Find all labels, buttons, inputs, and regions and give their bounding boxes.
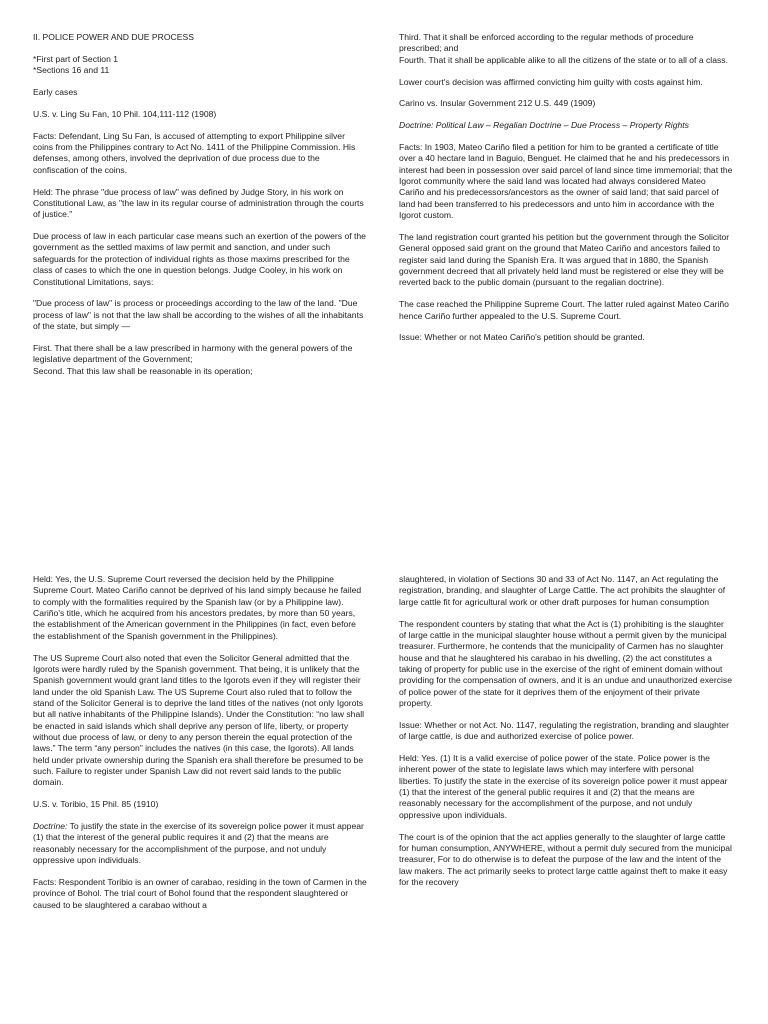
first-requirement: First. That there shall be a law prescribed in harmony with the general powers of the legislative department of the Government; [33, 342, 353, 365]
page2-right-column [399, 574, 733, 899]
note-first-part: *First part of Section 1 [33, 53, 119, 64]
page1-left-column [33, 32, 367, 387]
solicitor-paragraph: The US Supreme Court also noted that even the Solicitor General admitted that the Igorots were hardly ruled by the Spanish government. That being, it is unlikely that the Spanish government would grant land titles to the Igorots even if they will register their land under the old Spanish Law. The US Supreme Court also ruled that to follow the stand of the Solicitor General is to deprive the land titles of the natives (not only Igorots but all native inhabitants of the Philippine Islands). Under the Constitution: “no law shall be enacted in said islands which shall deprive any person of life, liberty, or property without due process of law, or deny to any person therein the equal protection of the laws.” The term “any person” includes the natives (in this case, the Igorots). All lands held under private ownership during the Spanish era shall therefore be presumed to be such. Failure to register under Spanish Law did not revert said lands to the public domain. [33, 652, 365, 788]
issue-paragraph: Issue: Whether or not Mateo Cariño's petition should be granted. [399, 332, 645, 343]
fourth-requirement: Fourth. That it shall be applicable alike to all the citizens of the state or to all of a class. [399, 54, 728, 65]
case-title: U.S. v. Toribio, 15 Phil. 85 (1910) [33, 799, 159, 810]
third-requirement: Third. That it shall be enforced according to the regular methods of procedure prescribed; and [399, 32, 694, 54]
lower-court-paragraph: Lower court's decision was affirmed convicting him guilty with costs against him. [399, 76, 703, 87]
held-paragraph: Held: The phrase "due process of law" was defined by Judge Story, in his work on Constitutional Law, as "the law in its regular course of administration through the courts of justice." [33, 186, 364, 220]
quote-paragraph: "Due process of law" is process or proceedings according to the law of the land. "Due process of law" is not that the law shall be according to the wishes of all the inhabitants of the state, but simply — [33, 298, 364, 332]
doctrine-label: Doctrine: [33, 821, 68, 832]
page1-right-column [399, 32, 733, 354]
note-sections: *Sections 16 and 11 [33, 65, 110, 76]
facts-paragraph: Facts: Respondent Toribio is an owner of carabao, residing in the town of Carmen in the province of Bohol. The trial court of Bohol found that the respondent slaughtered or caused to be slaughtered a carabao without a [33, 876, 367, 910]
case-title: U.S. v. Ling Su Fan, 10 Phil. 104,111-112 (1908) [33, 108, 217, 119]
second-requirement: Second. That this law shall be reasonable in its operation; [33, 365, 253, 376]
held-paragraph-part-1: Held: Yes. (1) It is a valid exercise of police power of the state. Police power is the inherent power of the state to legislate laws which may interfere with personal [399, 752, 710, 775]
supreme-court-paragraph: The case reached the Philippine Supreme Court. The latter ruled against Mateo Cariño hence Cariño further appealed to the U.S. Supreme Court. [399, 299, 729, 321]
facts-paragraph: Facts: In 1903, Mateo Cariño filed a petition for him to be granted a certificate of title over a 40 hectare land in Baguio, Benguet. He claimed that he and his predecessors in interest had been in possession over said parcel of land since time immemorial; that the Igorot community where the said land was located had always considered Mateo Cariño and his predecessors/ancestors as the owner of said land; that said parcel of land had been transferred to his predecessors and unto him in accordance with the Igorot custom. [399, 142, 733, 221]
doctrine-paragraph [33, 821, 367, 866]
held-paragraph-part-3: oppressive upon individuals. [399, 809, 507, 820]
issue-paragraph: Issue: Whether or not Act. No. 1147, regulating the registration, branding and slaughter of large cattle, is due and authorized exercise of police power. [399, 719, 729, 742]
held-paragraph: Held: Yes, the U.S. Supreme Court reversed the decision held by the Philippine Supreme Court. Mateo Cariño cannot be deprived of his land simply because he failed to comply with the formalities required by the Spanish law (or by a Philippine law). Cariño's title, which he acquired from his ancestors predates, by more than 50 years, the establishment of the American government in the Philippines (in fact, even before the establishment of the Spanish government in the Philippines). [33, 574, 362, 641]
registration-paragraph: The land registration court granted his petition but the government through the Solicitor General opposed said grant on the ground that Mateo Cariño and ancestors failed to register said land during the Spanish Era. It was argued that in 1880, the Spanish government decreed that all privately held land must be registered or else they will be reverted back to the public domain (pursuant to the regalian doctrine). [399, 231, 730, 288]
doctrine-paragraph: Doctrine: Political Law – Regalian Doctrine – Due Process – Property Rights [399, 120, 689, 131]
continued-paragraph: slaughtered, in violation of Sections 30 and 33 of Act No. 1147, an Act regulating the registration, branding, and slaughter of Large Cattle. The act prohibits the slaughter of large cattle fit for agricultural work or other draft purposes for human consumption [399, 574, 726, 607]
counters-paragraph: The respondent counters by stating that what the Act is (1) prohibiting is the slaughter of large cattle in the municipal slaughter house without a permit given by the municipal treasurer. Furthermore, he contends that the municipality of Carmen has no slaughter house and that he slaughtered his carabao in his dwelling, (2) the act constitutes a taking of property for public use in the exercise of the right of eminent domain without providing for the compensation of owners, and it is an undue and unauthorized exercise of police power of the state for it deprives them of the enjoyment of their private property. [399, 618, 732, 708]
due-process-paragraph: Due process of law in each particular case means such an exertion of the powers of the government as the settled maxims of law permit and sanction, and under such safeguards for the protection of individual rights as those maxims prescribed for the class of cases to which the one in question belongs. Judge Cooley, in his work on Constitutional Limitations, says: [33, 231, 366, 287]
early-cases-heading: Early cases [33, 87, 78, 98]
doctrine-text: To justify the state in the exercise of its sovereign police power it must appear (1) that the interest of the general public requires it and (2) that the means are reasonably necessary for the accomplishment of the purpose, and not unduly oppressive upon individuals. [33, 821, 364, 866]
case-title: Carino vs. Insular Government 212 U.S. 449 (1909) [399, 98, 596, 109]
page2-left-column [33, 574, 367, 921]
court-opinion-paragraph: The court is of the opinion that the act applies generally to the slaughter of large cattle for human consumption, ANYWHERE, without a permit duly secured from the municipal treasurer, For to do otherwise is to defeat the purpose of the law and the intent of the law makers. The act primarily seeks to protect large cattle against theft to make it easy for the recovery [399, 831, 732, 887]
held-paragraph-part-2: liberties. To justify the state in the exercise of its sovereign police power it must appear (1) that the interest of the general public requires it and (2) that the means are reasonably necessary for the accomplishment of the purpose, and not unduly [399, 775, 728, 809]
facts-paragraph: Facts: Defendant, Ling Su Fan, is accused of attempting to export Philippine silver coins from the Philippines contrary to Act No. 1411 of the Philippine Commission. His defenses, among others, involved the deprivation of due process due to the confiscation of the coins. [33, 130, 356, 175]
section-title: II. POLICE POWER AND DUE PROCESS [33, 32, 194, 42]
